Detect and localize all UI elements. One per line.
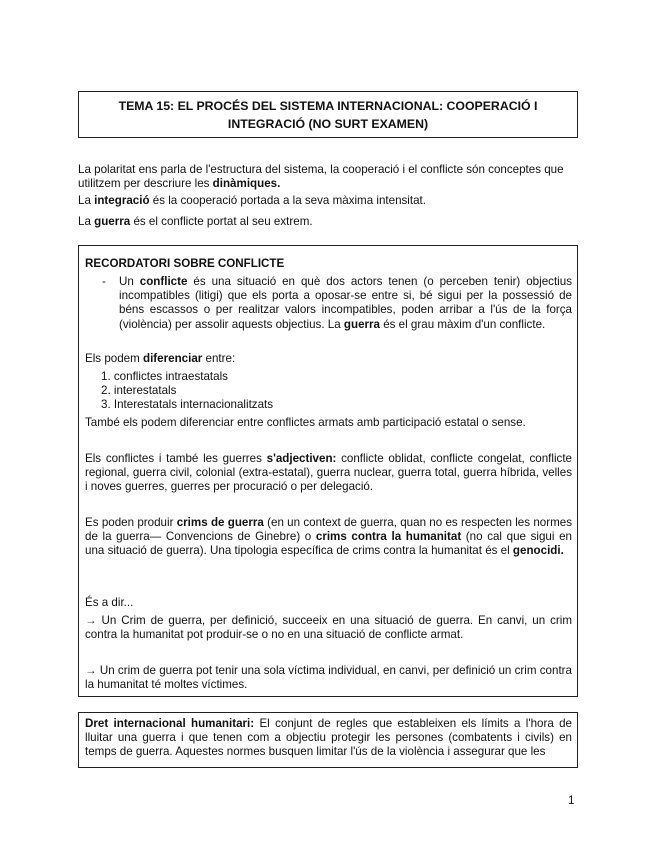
intro-paragraph-1: La polaritat ens parla de l'estructura del sistema, la cooperació i el conflicte són conceptes que utilitzem per descriure les dinàmiques. <box>78 163 564 191</box>
intro-paragraph-2: La integració és la cooperació portada a la seva màxima intensitat. <box>78 194 426 207</box>
list-item: 3. Interestatals internacionalitzats <box>101 398 274 412</box>
es-a-dir: És a dir... <box>85 596 134 609</box>
adjectives-paragraph: Els conflictes i també les guerres s'adjectiven: conflicte oblidat, conflicte congelat, conflicte regional, guerra civil, colonial (extra-estatal), guerra nuclear, guerra total, guerra híbrida, velles i noves guerres, guerres per procuració o per delegació. <box>85 452 572 494</box>
list-item: 2. interestatals <box>101 384 177 398</box>
conflict-box-heading: RECORDATORI SOBRE CONFLICTE <box>85 257 285 270</box>
page-number: 1 <box>568 794 575 807</box>
title-box <box>78 91 578 138</box>
humanitarian-law-definition: Dret internacional humanitari: El conjunt de regles que estableixen els límits a l'hora de lluitar una guerra i que tenen com a objectiu protegir les persones (combatents i civils) en temps de guerra. Aquestes normes busquen limitar l'ús de la violència i assegurar que les <box>85 717 572 759</box>
intro-paragraph-3: La guerra és el conflicte portat al seu extrem. <box>78 215 313 228</box>
arrow-point-2: → Un crim de guerra pot tenir una sola víctima individual, en canvi, per definició un crim contra la humanitat té moltes víctimes. <box>85 664 572 692</box>
page-title-line-1: TEMA 15: EL PROCÉS DEL SISTEMA INTERNACIONAL: COOPERACIÓ I <box>118 99 538 113</box>
conflict-types-list <box>101 370 273 413</box>
crimes-paragraph: Es poden produir crims de guerra (en un context de guerra, quan no es respecten les normes de la guerra— Convencions de Ginebre) o crims contra la humanitat (no cal que sigui en una situació de guerra). Una tipologia específica de crims contra la humanitat és el genocidi. <box>85 516 572 558</box>
page-title-line-2: INTEGRACIÓ (NO SURT EXAMEN) <box>227 117 429 131</box>
bullet-dash: - <box>102 275 106 288</box>
differentiate-intro: Els podem diferenciar entre: <box>85 352 236 365</box>
arrow-point-1: → Un Crim de guerra, per definició, succeeix en una situació de guerra. En canvi, un crim contra la humanitat pot produir-se o no en una situació de conflicte armat. <box>85 614 572 642</box>
list-item: 1. conflictes intraestatals <box>101 370 228 383</box>
conflict-definition: Un conflicte és una situació en què dos actors tenen (o perceben tenir) objectius incompatibles (litigi) que els porta a oposar-se entre si, bé sigui per la possessió de béns escassos o per realitzar valors incompatibles, poden arribar a l'ús de la força (violència) per assolir aquests objectius. La guerra és el grau màxim d'un conflicte. <box>119 275 572 331</box>
also-differentiate: També els podem diferenciar entre conflictes armats amb participació estatal o sense. <box>85 416 526 429</box>
